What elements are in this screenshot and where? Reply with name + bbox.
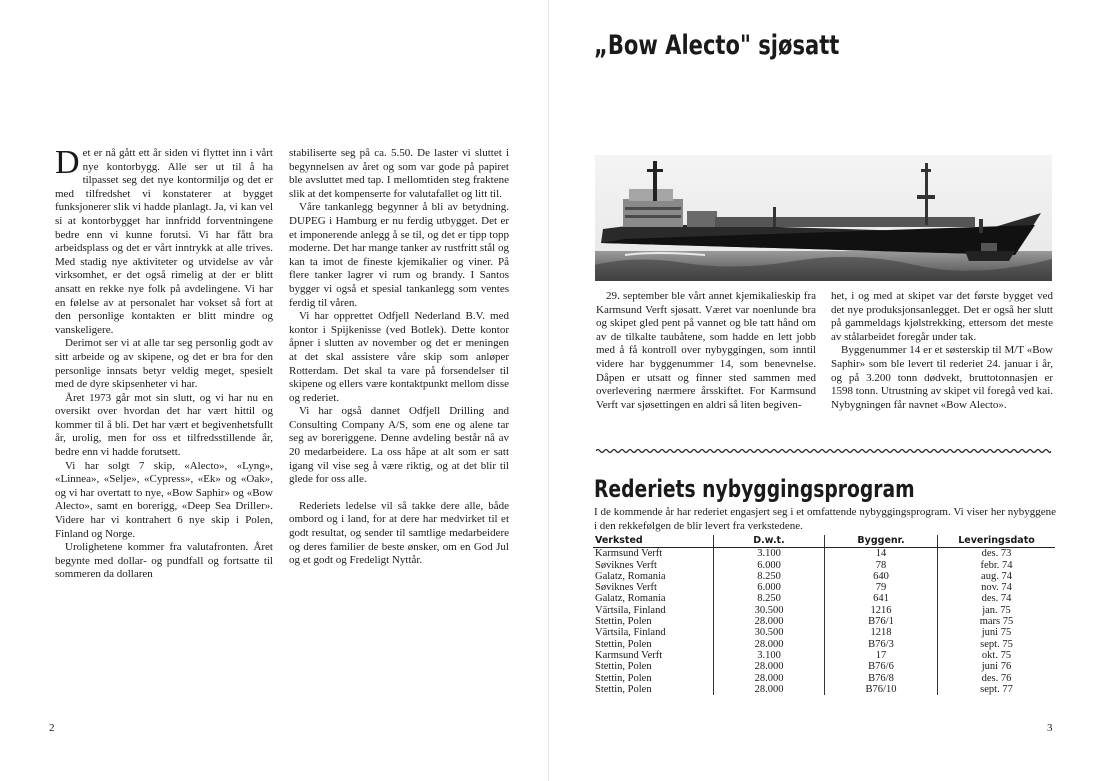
table-cell: Galatz, Romania [595, 593, 666, 605]
ship-photo [595, 155, 1052, 281]
paragraph: het, i og med at skipet var det første bygget ved det nye produksjonsanlegget. Det er også her slutt på gammeldags kjølstrekking, ettersom det meste av stålarbeidet foregår under tak. [831, 290, 1053, 343]
table-cell: Karmsund Verft [595, 649, 663, 661]
paragraph [289, 405, 509, 487]
table-cell: Stettin, Polen [595, 638, 652, 650]
table-cell: sept. 77 [938, 684, 1056, 695]
column-header-verksted: Verksted [593, 535, 714, 548]
table-cell: 28.000 [714, 639, 825, 650]
paragraph [55, 460, 273, 542]
table-row [593, 582, 1055, 593]
table-cell: 8.250 [714, 571, 825, 582]
page-number-right: 3 [1047, 722, 1053, 734]
table-cell: 14 [825, 548, 938, 560]
wavy-separator [596, 447, 1051, 455]
column-header-leveringsdato: Leveringsdato [938, 535, 1056, 548]
paragraph [55, 144, 273, 337]
table-row [593, 571, 1055, 582]
table-cell: B76/3 [825, 639, 938, 650]
column-header-dwt: D.w.t. [714, 535, 825, 548]
paragraph [55, 541, 273, 582]
table-cell: 1218 [825, 627, 938, 638]
table-row [593, 548, 1055, 560]
paragraph-text: Våre tankanlegg begynner å bli av betydning. DUPEG i Hamburg er nu ferdig utbygget. Det er et imponerende anlegg å se til, og det er tipp topp moderne. Det har mange tanker av rustfritt stål og kan ta imot de fineste kjemikalier og viner. På flere tanker lagrer vi rum og brandy. I Santos bygger vi også et spesial tankanlegg som ventes ferdig til våren. [289, 201, 509, 309]
table-cell: 640 [825, 571, 938, 582]
table-row [593, 593, 1055, 604]
table-cell: 6.000 [714, 582, 825, 593]
table-cell: 3.100 [714, 548, 825, 560]
paragraph [289, 310, 509, 405]
table-cell: des. 76 [938, 673, 1056, 684]
table-cell: nov. 74 [938, 582, 1056, 593]
table-cell: jan. 75 [938, 605, 1056, 616]
table-cell: 28.000 [714, 673, 825, 684]
paragraph-text: Vi har opprettet Odfjell Nederland B.V. med kontor i Spijkenisse (ved Botlek). Dette kontor åpner i slutten av november og det er meningen at det skal assistere våre skip som anløper Rotterdam. Det skal ta vare på forsendelser til skipene og ellers være kontaktpunkt mellom disse og rederiet. [289, 310, 509, 404]
table-cell: 78 [825, 560, 938, 571]
table-cell: Stettin, Polen [595, 683, 652, 695]
table-cell: febr. 74 [938, 560, 1056, 571]
table-cell: Stettin, Polen [595, 616, 652, 628]
table-cell: 6.000 [714, 560, 825, 571]
table-cell: Søviknes Verft [595, 559, 657, 571]
paragraph-text: Urolighetene kommer fra valutafronten. Året begynte med dollar- og pundfall og fortsatte til sommeren da dollaren [55, 541, 273, 581]
article-column-2 [289, 147, 509, 568]
table-row [593, 627, 1055, 638]
article-column-4 [831, 290, 1053, 412]
table-row [593, 560, 1055, 571]
paragraph-text: Rederiets ledelse vil så takke dere alle, både ombord og i land, for at dere har medvirket til et godt resultat, og sender til samtlige medarbeidere og deres familier de beste ønsker, om en God Jul og et godt og Fredeligt Nyttår. [289, 499, 509, 567]
page-gutter [548, 0, 549, 781]
column-header-byggenr: Byggenr. [825, 535, 938, 548]
table-cell: 8.250 [714, 593, 825, 604]
article-title: „Bow Alecto" sjøsatt [594, 30, 840, 61]
paragraph [289, 500, 509, 568]
table-cell: 3.100 [714, 650, 825, 661]
paragraph: Byggenummer 14 er et søsterskip til M/T «Bow Saphir» som ble levert til rederiet 24. januar i år, og på 3.200 tonn dødvekt, bruttotonnasjen er 1598 tonn. Utrustning av skipet vil foregå ved kai. Nybygningen får navnet «Bow Alecto». [831, 344, 1053, 411]
article-column-1 [55, 144, 273, 582]
table-cell: aug. 74 [938, 571, 1056, 582]
table-cell: okt. 75 [938, 650, 1056, 661]
table-row [593, 650, 1055, 661]
table-cell: B76/6 [825, 661, 938, 672]
table-cell: mars 75 [938, 616, 1056, 627]
table-cell: 28.000 [714, 616, 825, 627]
table-cell: B76/8 [825, 673, 938, 684]
table-cell: 28.000 [714, 661, 825, 672]
newbuilding-table [593, 535, 1055, 695]
table-cell: Karmsund Verft [595, 548, 663, 560]
paragraph [289, 147, 509, 201]
table-row [593, 673, 1055, 684]
table-cell: Søviknes Verft [595, 582, 657, 594]
paragraph-text: et er nå gått ett år siden vi flyttet inn i vårt nye kontorbygg. Alle ser ut til å ha tilpasset seg det nye kontormiljø og det er med tilfredshet vi konstaterer at bygget funksjonerer slik vi hadde planlagt. Ja, vi kan vel si at kontorbygget har innfridd forventningene bedre enn vi kunne forutsi. Vi har fått bra arbeidsplass og det er vårt inntrykk at alle trives. Med stadig nye aktiviteter og utvidelse av vår virksomhet, er det også rimelig at der er blitt ansatt en rekke nye folk på avdelingene. Vi har en følelse av at personalet har vokset så fort at den personlige kontakten er blitt mindre og vanskeligere. [55, 147, 273, 336]
table-cell: 641 [825, 593, 938, 604]
drop-cap: D [55, 144, 80, 181]
table-row [593, 605, 1055, 616]
table-cell: 1216 [825, 605, 938, 616]
page-number-left: 2 [49, 722, 55, 734]
program-title: Rederiets nybyggingsprogram [594, 475, 915, 503]
paragraph [55, 337, 273, 391]
table-row [593, 639, 1055, 650]
table-cell: sept. 75 [938, 639, 1056, 650]
table-header-row [593, 535, 1055, 548]
table-cell: 30.500 [714, 605, 825, 616]
table-cell: Stettin, Polen [595, 672, 652, 684]
paragraph-text: Vi har solgt 7 skip, «Alecto», «Lyng», «Linnea», «Selje», «Cypress», «Ek» og «Oak», og vi har overtatt to nye, «Bow Saphir» og «Bow Alecto», samt en borerigg, «Deep Sea Driller». Videre har vi kontrahert 6 nye skip i Polen, Finland og Norge. [55, 459, 273, 540]
program-intro: I de kommende år har rederiet engasjert seg i et omfattende nybyggingsprogram. Vi viser her nybyggene i den rekkefølgen de blir levert fra verkstedene. [594, 506, 1056, 532]
table-cell: juni 76 [938, 661, 1056, 672]
table-row [593, 616, 1055, 627]
table-cell: des. 74 [938, 593, 1056, 604]
table-cell: Stettin, Polen [595, 661, 652, 673]
table-cell: B76/10 [825, 684, 938, 695]
table-cell: Värtsila, Finland [595, 627, 666, 639]
table-cell: des. 73 [938, 548, 1056, 560]
table-cell: 30.500 [714, 627, 825, 638]
paragraph-text: Vi har også dannet Odfjell Drilling and Consulting Company A/S, som ene og alene tar seg av boreriggene. Denne avdeling består nå av 20 medarbeidere. La oss håpe at alt som er satt igang vil vise seg å være riktig, og at det blir til glede for oss alle. [289, 405, 509, 486]
table-cell: Galatz, Romania [595, 570, 666, 582]
table-cell: 28.000 [714, 684, 825, 695]
article-column-3: 29. september ble vårt annet kjemikalieskip fra Karmsund Verft sjøsatt. Været var noenlunde bra og skipet gled pent på vannet og ble tatt hånd om av de tilkalte taubåtene, som hadde en lett jobb med å få kontroll over nybyggingen, som inntil videre har byggenummer 14, som benevnelse. Dåpen er utsatt og finner sted sammen med overlevering nærmere årsskiftet. For Karmsund Verft var sjøsettingen en aldri så liten begiven- [596, 290, 816, 411]
paragraph [289, 201, 509, 310]
table-cell: Värtsila, Finland [595, 604, 666, 616]
table-cell: 17 [825, 650, 938, 661]
paragraph-text: Året 1973 går mot sin slutt, og vi har nu en oversikt over hvordan det har vært hittil og kommer til å bli. Det har vært et begivenhetsfullt år, urolig, men for oss et tilfredsstillende år, bedre enn vi hadde forutsett. [55, 391, 273, 459]
paragraph-text: stabiliserte seg på ca. 5.50. De laster vi sluttet i begynnelsen av året og som var gode på papiret ble avsluttet med tap. I mellomtiden steg fraktene slik at det kompenserte for valutafallet og litt til. [289, 147, 509, 200]
table-cell: juni 75 [938, 627, 1056, 638]
paragraph-text: Derimot ser vi at alle tar seg personlig godt av sitt arbeide og av skipene, og det er bra for den personlige innsats betyr veldig meget, spesielt med de dyre skipsenheter vi har. [55, 337, 273, 391]
paragraph [55, 392, 273, 460]
table-cell: 79 [825, 582, 938, 593]
table-row [593, 684, 1055, 695]
table-cell: B76/1 [825, 616, 938, 627]
table-row [593, 661, 1055, 672]
